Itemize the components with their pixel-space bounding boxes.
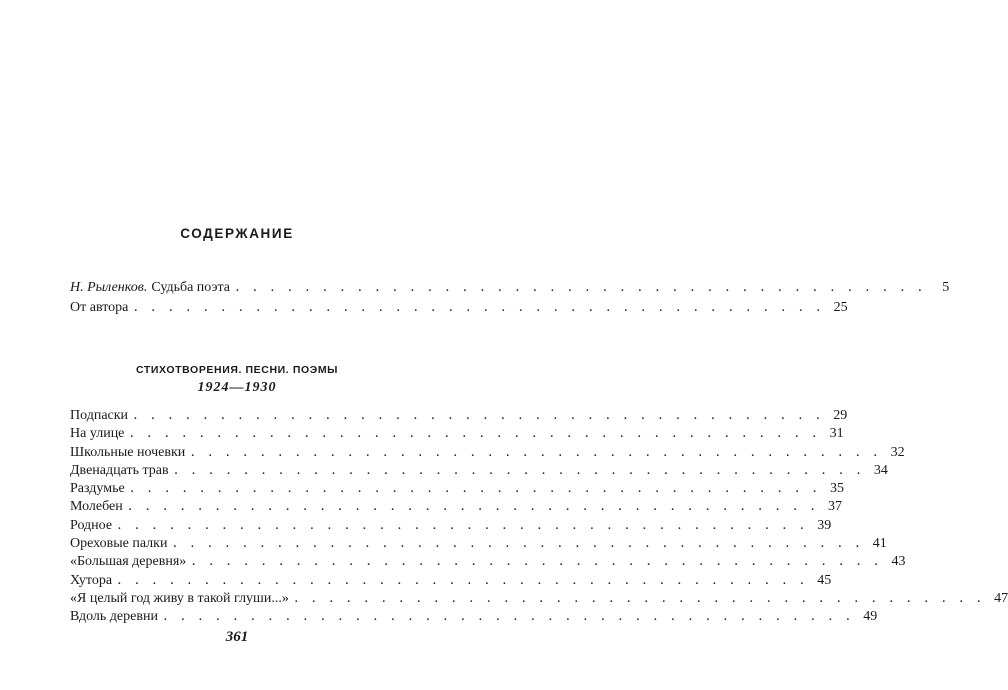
toc-entry (70, 444, 905, 462)
dot-leader: . . . . . . . . . . . . . . . . . . . . . . . . . . . . . . . . . . . . . . . . (236, 282, 928, 294)
toc-entry-page: 34 (873, 462, 888, 478)
dot-leader: . . . . . . . . . . . . . . . . . . . . . . . . . . . . . . . . . . . . . . . . (130, 483, 822, 496)
toc-entry (70, 590, 1008, 608)
dot-leader: . . . . . . . . . . . . . . . . . . . . . . . . . . . . . . . . . . . . . . . . (294, 592, 987, 605)
toc-entry (70, 480, 844, 498)
toc-entry (70, 608, 878, 626)
page-number: 361 (225, 629, 249, 645)
toc-entry (70, 498, 843, 516)
toc-entry-author: Н. Рыленков. (70, 280, 148, 295)
dot-leader: . . . . . . . . . . . . . . . . . . . . . . . . . . . . . . . . . . . . . . . . (191, 446, 883, 459)
toc-entry-title: Раздумье (70, 481, 125, 497)
toc-entry-page: 29 (833, 408, 848, 423)
toc-entry-title: Школьные ночевки (70, 444, 186, 460)
section-years: 1924—1930 (197, 380, 277, 395)
toc-entry-title: Вдоль деревни (70, 609, 158, 625)
dot-leader: . . . . . . . . . . . . . . . . . . . . . . . . . . . . . . . . . . . . . . . . (118, 519, 810, 532)
toc-entry (70, 407, 848, 425)
toc-entry (70, 462, 888, 480)
dot-leader: . . . . . . . . . . . . . . . . . . . . . . . . . . . . . . . . . . . . . . . . (134, 301, 826, 314)
poem-entries (70, 407, 1008, 627)
toc-entry-title: От автора (70, 299, 129, 315)
toc-entry (70, 572, 832, 590)
toc-entry-page: 47 (994, 590, 1008, 606)
section-title: СТИХОТВОРЕНИЯ. ПЕСНИ. ПОЭМЫ (135, 364, 339, 376)
toc-entry-page: 43 (891, 554, 906, 570)
toc-entry-title: Хутора (70, 572, 113, 588)
toc-entry (70, 279, 950, 299)
toc-entry-page: 32 (890, 444, 905, 460)
toc-entry-page: 31 (829, 426, 844, 442)
toc-entry-page: 5 (942, 280, 950, 295)
toc-entry (70, 535, 887, 553)
toc-entry-title: Двенадцать трав (70, 462, 169, 478)
toc-entry-title: Родное (70, 517, 113, 533)
dot-leader: . . . . . . . . . . . . . . . . . . . . . . . . . . . . . . . . . . . . . . . . (128, 501, 821, 514)
toc-entry-title: Подпаски (70, 408, 129, 423)
contents-heading: СОДЕРЖАНИЕ (180, 226, 294, 241)
toc-entry-page: 35 (829, 481, 844, 497)
dot-leader: . . . . . . . . . . . . . . . . . . . . . . . . . . . . . . . . . . . . . . . . (134, 410, 826, 422)
intro-entries (70, 279, 950, 318)
dot-leader: . . . . . . . . . . . . . . . . . . . . . . . . . . . . . . . . . . . . . . . . (118, 574, 810, 587)
toc-entry-page: 39 (817, 517, 832, 533)
dot-leader: . . . . . . . . . . . . . . . . . . . . . . . . . . . . . . . . . . . . . . . . (174, 464, 866, 477)
toc-entry-title: «Я целый год живу в такой глуши...» (70, 590, 289, 606)
toc-entry-title: «Большая деревня» (70, 554, 187, 570)
toc-entry-title: Судьба поэта (151, 280, 230, 295)
toc-entry-title: Молебен (70, 499, 123, 515)
toc-entry (70, 299, 848, 319)
toc-entry-page: 41 (872, 536, 887, 552)
toc-entry-title: На улице (70, 426, 125, 442)
toc-entry-page: 37 (828, 499, 843, 515)
toc-entry-page: 25 (833, 299, 848, 315)
toc-entry (70, 553, 906, 571)
toc-entry (70, 425, 844, 443)
toc-entry-page: 49 (863, 609, 878, 625)
toc-entry-title: Ореховые палки (70, 536, 168, 552)
dot-leader: . . . . . . . . . . . . . . . . . . . . . . . . . . . . . . . . . . . . . . . . (192, 556, 884, 569)
toc-entry (70, 517, 832, 535)
dot-leader: . . . . . . . . . . . . . . . . . . . . . . . . . . . . . . . . . . . . . . . . (173, 538, 865, 551)
dot-leader: . . . . . . . . . . . . . . . . . . . . . . . . . . . . . . . . . . . . . . . . (130, 428, 822, 441)
dot-leader: . . . . . . . . . . . . . . . . . . . . . . . . . . . . . . . . . . . . . . . . (163, 611, 856, 624)
toc-entry-page: 45 (817, 572, 832, 588)
toc-entry-text (70, 279, 230, 297)
